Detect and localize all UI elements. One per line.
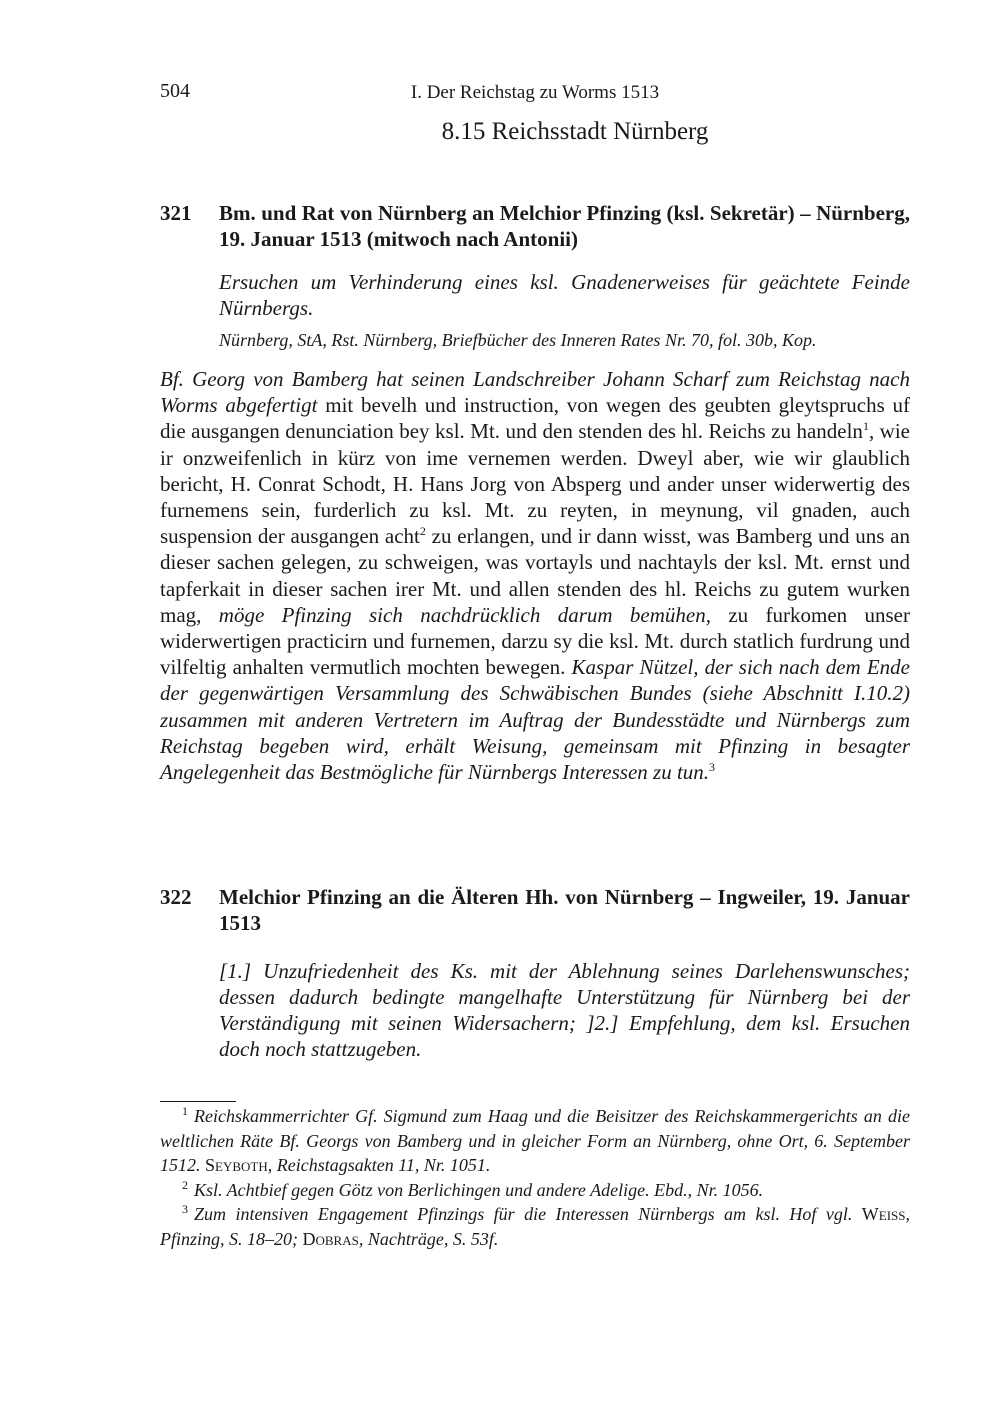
footnote-text: , Nachträge, S. 53f. — [358, 1228, 499, 1249]
document-number: 322 — [160, 885, 192, 909]
author-name: Seyboth — [205, 1155, 268, 1175]
author-name: Dobras — [302, 1228, 359, 1249]
source-text: zu furkomen unser widerwertigen practicirn und furnemen, darzu sy die ksl. Mt. durch statlich furdrung und vilfeltig anhalten vermutlich mochten bewegen. — [160, 602, 911, 680]
document-title: Melchior Pfinzing an die Älteren Hh. von Nürnberg – Ingweiler, 19. Januar 1513 — [219, 885, 910, 935]
source-text: mit bevelh und instruction, von wegen des geubten gleytspruchs uf die ausgangen denunciation bey ksl. Mt. und den stenden des hl. Reichs zu handeln — [160, 393, 910, 444]
footnote-divider — [160, 1101, 236, 1102]
document-322-heading — [160, 884, 910, 936]
footnotes — [160, 1104, 910, 1251]
running-header — [160, 80, 910, 108]
editorial-summary: Bf. Georg von Bamberg hat seinen Landschreiber Johann Scharf zum Reichstag nach Worms abgefertigt — [160, 367, 910, 418]
editorial-summary: Kaspar Nützel, der sich nach dem Ende der gegenwärtigen Versammlung des Schwäbischen Bundes (siehe Abschnitt I.10.2) zusammen mit anderen Vertretern im Auftrag der Bundesstädte und Nürnbergs zum Reichstag begeben wird, erhält Weisung, gemeinsam mit Pfinzing in besagter Angelegenheit das Bestmögliche für Nürnbergs Interessen zu tun. — [160, 655, 911, 785]
footnote-2 — [160, 1178, 910, 1203]
document-number: 321 — [160, 201, 192, 225]
source-text: zu erlangen, und ir dann wisst, was Bamberg und uns an dieser sachen gelegen, zu schweigen, was vortayls und nachtayls der ksl. Mt. ernst und tapferkait in dieser sachen irer Mt. und allen stenden des hl. Reichs zu gutem wurken mag, — [160, 524, 911, 627]
source-text: , wie ir onzweifenlich in kürz von ime vernemen werden. Dweyl aber, wie wir glaublich bericht, H. Conrat Schodt, H. Hans Jorg von Absperg und ander unser widerwertig des furnemens sein, furderlich zu ksl. Mt. zu reyten, in meynung, vil gnaden, auch suspension der ausgangen acht — [160, 419, 910, 549]
footnote-mark: 3 — [182, 1202, 188, 1216]
document-321-source: Nürnberg, StA, Rst. Nürnberg, Briefbücher des Inneren Rates Nr. 70, fol. 30b, Kop. — [219, 330, 817, 350]
document-322-regest: [1.] Unzufriedenheit des Ks. mit der Ablehnung seines Darlehenswunsches; dessen dadurch bedingte mangelhafte Unterstützung für Nürnberg bei der Verständigung mit seinen Widersachern; ]2.] Empfehlung, dem ksl. Ersuchen doch noch stattzugeben. — [219, 959, 910, 1061]
footnote-text: Zum intensiven Engagement Pfinzings für die Interessen Nürnbergs am ksl. Hof vgl. — [194, 1204, 862, 1224]
author-name: Weiß — [861, 1204, 906, 1224]
footnote-text: Ksl. Achtbief gegen Götz von Berlichingen und andere Adelige. Ebd., Nr. 1056. — [194, 1179, 764, 1200]
footnote-ref-2[interactable]: 2 — [419, 524, 426, 539]
document-321-heading — [160, 200, 910, 252]
footnote-ref-3[interactable]: 3 — [709, 760, 716, 775]
footnote-text: , Reichstagsakten 11, Nr. 1051. — [267, 1155, 491, 1175]
editorial-summary: möge Pfinzing sich nachdrücklich darum bemühen, — [218, 602, 711, 627]
footnote-text: , Pfinzing, S. 18–20; — [160, 1204, 910, 1249]
document-title: Bm. und Rat von Nürnberg an Melchior Pfinzing (ksl. Sekretär) – Nürnberg, 19. Januar 1513 (mitwoch nach Antonii) — [219, 201, 910, 251]
document-321-regest: Ersuchen um Verhinderung eines ksl. Gnadenerweises für geächtete Feinde Nürnbergs. — [219, 270, 910, 320]
running-title: I. Der Reichstag zu Worms 1513 — [410, 82, 660, 103]
section-title: 8.15 Reichsstadt Nürnberg — [441, 118, 709, 145]
document-321-body — [160, 366, 910, 785]
footnote-mark: 2 — [182, 1177, 188, 1192]
footnote-text: Reichskammerrichter Gf. Sigmund zum Haag und die Beisitzer des Reichskammergerichts an die weltlichen Räte Bf. Georgs von Bamberg und in gleicher Form an Nürnberg, ohne Ort, 6. September 1512. — [160, 1106, 910, 1175]
footnote-3 — [160, 1202, 910, 1251]
page-number: 504 — [160, 80, 190, 102]
footnote-mark: 1 — [182, 1104, 188, 1118]
footnote-ref-1[interactable]: 1 — [862, 419, 869, 434]
footnote-1 — [160, 1104, 910, 1178]
